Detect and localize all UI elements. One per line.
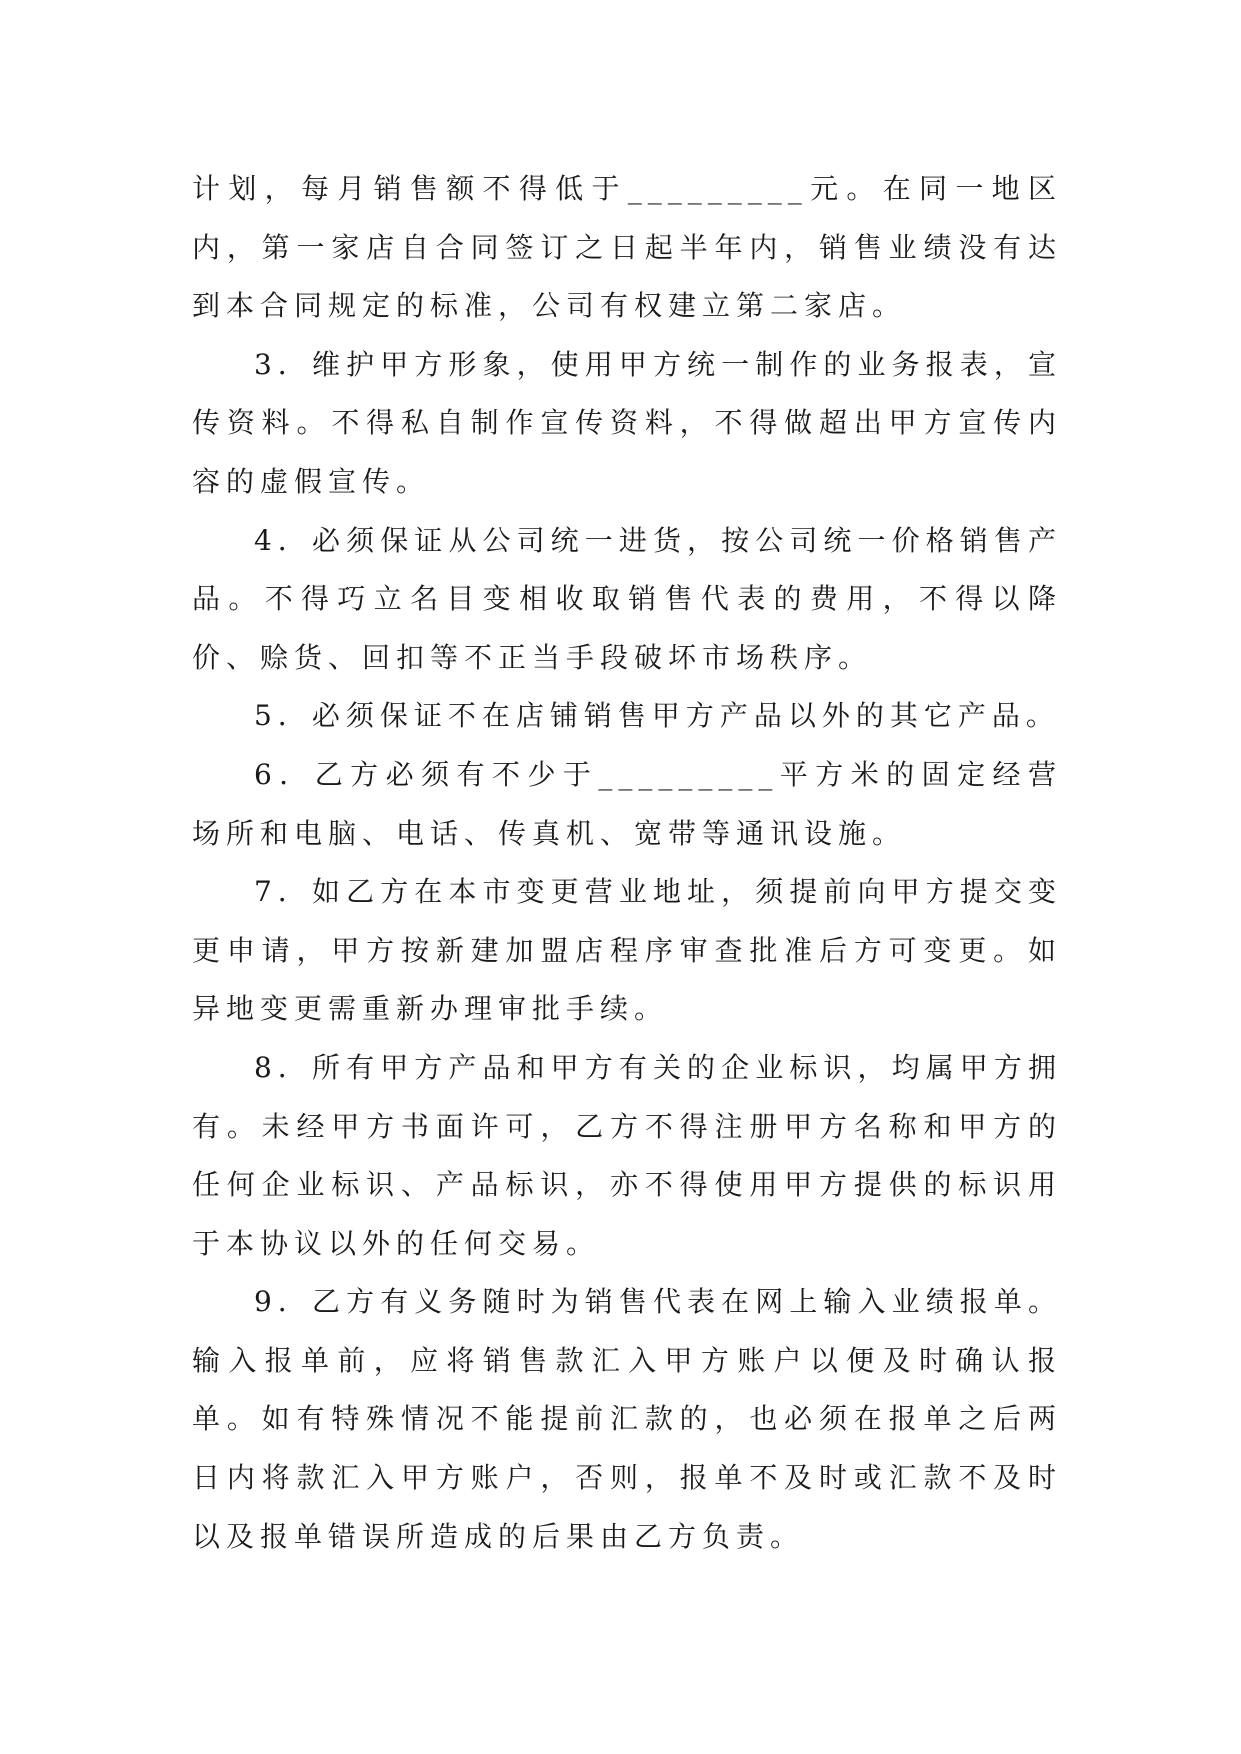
paragraph-clause-5: 5．必须保证不在店铺销售甲方产品以外的其它产品。 [254,699,1060,733]
paragraph-clause-6: 6．乙方必须有不少于_________平方米的固定经营场所和电脑、电话、传真机、宽带等通讯设施。 [192,757,1062,850]
paragraph-clause-7: 7．如乙方在本市变更营业地址，须提前向甲方提交变更申请，甲方按新建加盟店程序审查批准后方可变更。如异地变更需重新办理审批手续。 [192,875,1062,1026]
paragraph-clause-8: 8．所有甲方产品和甲方有关的企业标识，均属甲方拥有。未经甲方书面许可，乙方不得注册甲方名称和甲方的任何企业标识、产品标识，亦不得使用甲方提供的标识用于本协议以外的任何交易。 [192,1050,1062,1260]
paragraph-clause-9: 9．乙方有义务随时为销售代表在网上输入业绩报单。输入报单前，应将销售款汇入甲方账户以便及时确认报单。如有特殊情况不能提前汇款的，也必须在报单之后两日内将款汇入甲方账户，否则，报单不及时或汇款不及时以及报单错误所造成的后果由乙方负责。 [192,1285,1062,1553]
paragraph-clause-4: 4．必须保证从公司统一进货，按公司统一价格销售产品。不得巧立名目变相收取销售代表的费用，不得以降价、赊货、回扣等不正当手段破坏市场秩序。 [192,523,1062,674]
paragraph-sales-plan: 计划，每月销售额不得低于_________元。在同一地区内，第一家店自合同签订之日起半年内，销售业绩没有达到本合同规定的标准，公司有权建立第二家店。 [192,172,1062,323]
paragraph-clause-3: 3．维护甲方形象，使用甲方统一制作的业务报表，宣传资料。不得私自制作宣传资料，不得做超出甲方宣传内容的虚假宣传。 [192,347,1062,498]
document-body [192,160,1062,1566]
